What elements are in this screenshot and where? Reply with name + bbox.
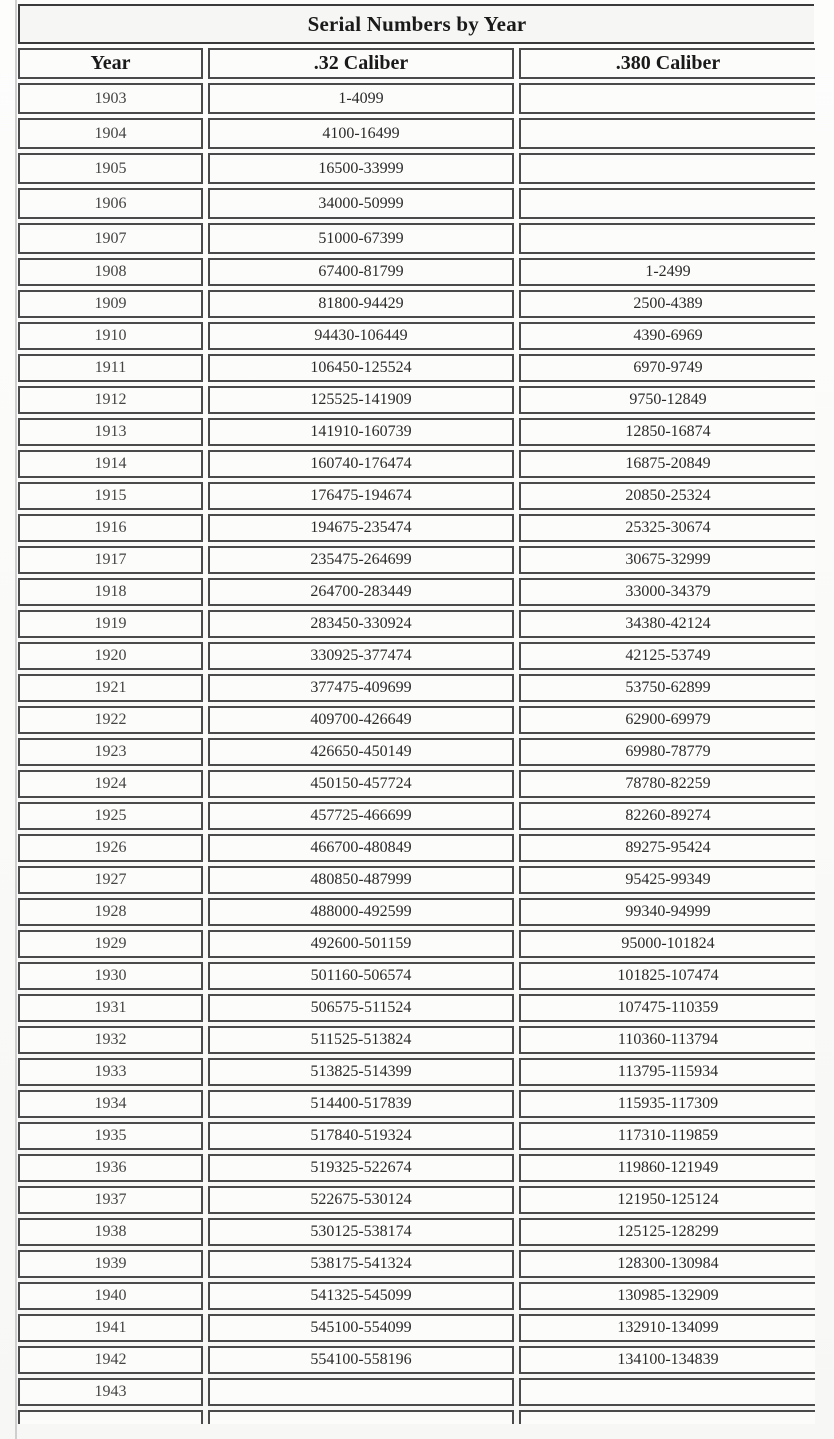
cell-380-caliber: 42125-53749: [519, 642, 815, 670]
tail-cell-32: [208, 1410, 514, 1424]
table-row: [18, 1122, 814, 1150]
cell-380-caliber: 130985-132909: [519, 1282, 815, 1310]
table-row: [18, 450, 814, 478]
cell-32-caliber: 51000-67399: [208, 223, 514, 254]
cell-32-caliber: 81800-94429: [208, 290, 514, 318]
table-row: [18, 610, 814, 638]
table-row: [18, 153, 814, 184]
tail-cell-year: [18, 1410, 203, 1424]
cell-year: 1924: [18, 770, 203, 798]
cell-380-caliber: 6970-9749: [519, 354, 815, 382]
cell-380-caliber: 132910-134099: [519, 1314, 815, 1342]
cell-32-caliber: 506575-511524: [208, 994, 514, 1022]
table-row: [18, 1314, 814, 1342]
cell-32-caliber: 514400-517839: [208, 1090, 514, 1118]
table-row: [18, 930, 814, 958]
table-row: [18, 674, 814, 702]
cell-32-caliber: 554100-558196: [208, 1346, 514, 1374]
table-header-row: [18, 48, 814, 79]
cell-year: 1905: [18, 153, 203, 184]
cell-32-caliber: 480850-487999: [208, 866, 514, 894]
table-row: [18, 1346, 814, 1374]
page-edge-line: [15, 0, 17, 1439]
cell-380-caliber: 101825-107474: [519, 962, 815, 990]
cell-380-caliber: 53750-62899: [519, 674, 815, 702]
cell-year: 1912: [18, 386, 203, 414]
table-row: [18, 258, 814, 286]
table-row: [18, 1186, 814, 1214]
cell-32-caliber: 522675-530124: [208, 1186, 514, 1214]
cell-32-caliber: 409700-426649: [208, 706, 514, 734]
cell-380-caliber: 95000-101824: [519, 930, 815, 958]
cell-year: 1908: [18, 258, 203, 286]
cell-32-caliber: 235475-264699: [208, 546, 514, 574]
table-row: [18, 1218, 814, 1246]
cell-year: 1928: [18, 898, 203, 926]
cell-380-caliber: 95425-99349: [519, 866, 815, 894]
cell-year: 1934: [18, 1090, 203, 1118]
cell-32-caliber: 264700-283449: [208, 578, 514, 606]
table-row: [18, 1154, 814, 1182]
table-title: Serial Numbers by Year: [18, 4, 814, 44]
cell-380-caliber: 2500-4389: [519, 290, 815, 318]
cell-32-caliber: [208, 1378, 514, 1406]
table-row: [18, 898, 814, 926]
cell-380-caliber: [519, 83, 815, 114]
cell-year: 1938: [18, 1218, 203, 1246]
cell-32-caliber: 377475-409699: [208, 674, 514, 702]
table-row: [18, 322, 814, 350]
cell-32-caliber: 519325-522674: [208, 1154, 514, 1182]
cell-32-caliber: 501160-506574: [208, 962, 514, 990]
cell-380-caliber: 82260-89274: [519, 802, 815, 830]
cell-year: 1927: [18, 866, 203, 894]
table-row: [18, 1282, 814, 1310]
table-row: [18, 1058, 814, 1086]
cell-380-caliber: 34380-42124: [519, 610, 815, 638]
table-tail-row: [18, 1410, 814, 1424]
table-row: [18, 994, 814, 1022]
cell-year: 1917: [18, 546, 203, 574]
cell-32-caliber: 457725-466699: [208, 802, 514, 830]
cell-32-caliber: 176475-194674: [208, 482, 514, 510]
cell-year: 1940: [18, 1282, 203, 1310]
cell-year: 1942: [18, 1346, 203, 1374]
cell-380-caliber: 119860-121949: [519, 1154, 815, 1182]
cell-year: 1933: [18, 1058, 203, 1086]
cell-32-caliber: 160740-176474: [208, 450, 514, 478]
cell-year: 1922: [18, 706, 203, 734]
cell-32-caliber: 34000-50999: [208, 188, 514, 219]
cell-32-caliber: 94430-106449: [208, 322, 514, 350]
cell-year: 1939: [18, 1250, 203, 1278]
cell-year: 1915: [18, 482, 203, 510]
cell-32-caliber: 450150-457724: [208, 770, 514, 798]
cell-32-caliber: 16500-33999: [208, 153, 514, 184]
table-row: [18, 188, 814, 219]
table-body: [18, 83, 814, 1406]
cell-year: 1943: [18, 1378, 203, 1406]
cell-year: 1931: [18, 994, 203, 1022]
cell-380-caliber: 99340-94999: [519, 898, 815, 926]
table-row: [18, 706, 814, 734]
cell-year: 1918: [18, 578, 203, 606]
table-row: [18, 738, 814, 766]
cell-32-caliber: 330925-377474: [208, 642, 514, 670]
cell-380-caliber: 107475-110359: [519, 994, 815, 1022]
cell-32-caliber: 488000-492599: [208, 898, 514, 926]
cell-380-caliber: 78780-82259: [519, 770, 815, 798]
cell-32-caliber: 283450-330924: [208, 610, 514, 638]
table-row: [18, 642, 814, 670]
cell-32-caliber: 67400-81799: [208, 258, 514, 286]
cell-380-caliber: 134100-134839: [519, 1346, 815, 1374]
cell-380-caliber: 12850-16874: [519, 418, 815, 446]
cell-380-caliber: 1-2499: [519, 258, 815, 286]
header-32-caliber: .32 Caliber: [208, 48, 514, 79]
cell-380-caliber: 113795-115934: [519, 1058, 815, 1086]
cell-380-caliber: 62900-69979: [519, 706, 815, 734]
table-row: [18, 482, 814, 510]
table-row: [18, 354, 814, 382]
cell-380-caliber: 128300-130984: [519, 1250, 815, 1278]
cell-year: 1921: [18, 674, 203, 702]
cell-380-caliber: 33000-34379: [519, 578, 815, 606]
table-row: [18, 866, 814, 894]
cell-32-caliber: 513825-514399: [208, 1058, 514, 1086]
cell-32-caliber: 194675-235474: [208, 514, 514, 542]
cell-32-caliber: 492600-501159: [208, 930, 514, 958]
table-row: [18, 834, 814, 862]
cell-380-caliber: [519, 188, 815, 219]
cell-32-caliber: 125525-141909: [208, 386, 514, 414]
table-row: [18, 83, 814, 114]
table-row: [18, 802, 814, 830]
cell-year: 1935: [18, 1122, 203, 1150]
table-row: [18, 770, 814, 798]
cell-32-caliber: 511525-513824: [208, 1026, 514, 1054]
cell-year: 1930: [18, 962, 203, 990]
cell-year: 1929: [18, 930, 203, 958]
cell-380-caliber: [519, 118, 815, 149]
cell-32-caliber: 545100-554099: [208, 1314, 514, 1342]
cell-380-caliber: 4390-6969: [519, 322, 815, 350]
cell-year: 1923: [18, 738, 203, 766]
cell-32-caliber: 141910-160739: [208, 418, 514, 446]
table-row: [18, 223, 814, 254]
cell-year: 1932: [18, 1026, 203, 1054]
cell-32-caliber: 541325-545099: [208, 1282, 514, 1310]
cell-year: 1916: [18, 514, 203, 542]
table-row: [18, 962, 814, 990]
cell-year: 1920: [18, 642, 203, 670]
cell-380-caliber: 117310-119859: [519, 1122, 815, 1150]
cell-year: 1911: [18, 354, 203, 382]
cell-380-caliber: 9750-12849: [519, 386, 815, 414]
cell-32-caliber: 538175-541324: [208, 1250, 514, 1278]
cell-32-caliber: 466700-480849: [208, 834, 514, 862]
table-row: [18, 514, 814, 542]
table-row: [18, 1026, 814, 1054]
table-row: [18, 418, 814, 446]
table-row: [18, 1090, 814, 1118]
table-row: [18, 1378, 814, 1406]
cell-year: 1926: [18, 834, 203, 862]
cell-32-caliber: 1-4099: [208, 83, 514, 114]
cell-year: 1909: [18, 290, 203, 318]
cell-32-caliber: 517840-519324: [208, 1122, 514, 1150]
cell-380-caliber: 125125-128299: [519, 1218, 815, 1246]
cell-380-caliber: [519, 1378, 815, 1406]
cell-year: 1914: [18, 450, 203, 478]
cell-380-caliber: 121950-125124: [519, 1186, 815, 1214]
cell-year: 1936: [18, 1154, 203, 1182]
cell-32-caliber: 4100-16499: [208, 118, 514, 149]
cell-380-caliber: 20850-25324: [519, 482, 815, 510]
tail-cell-380: [519, 1410, 815, 1424]
cell-year: 1919: [18, 610, 203, 638]
cell-32-caliber: 426650-450149: [208, 738, 514, 766]
table-row: [18, 386, 814, 414]
cell-380-caliber: 16875-20849: [519, 450, 815, 478]
cell-32-caliber: 106450-125524: [208, 354, 514, 382]
cell-year: 1907: [18, 223, 203, 254]
table-row: [18, 546, 814, 574]
cell-380-caliber: 89275-95424: [519, 834, 815, 862]
cell-380-caliber: [519, 153, 815, 184]
table-row: [18, 578, 814, 606]
cell-year: 1913: [18, 418, 203, 446]
cell-year: 1903: [18, 83, 203, 114]
cell-380-caliber: 25325-30674: [519, 514, 815, 542]
cell-year: 1910: [18, 322, 203, 350]
table-row: [18, 118, 814, 149]
cell-380-caliber: [519, 223, 815, 254]
cell-380-caliber: 110360-113794: [519, 1026, 815, 1054]
cell-year: 1906: [18, 188, 203, 219]
cell-year: 1937: [18, 1186, 203, 1214]
cell-380-caliber: 69980-78779: [519, 738, 815, 766]
cell-32-caliber: 530125-538174: [208, 1218, 514, 1246]
table-row: [18, 290, 814, 318]
cell-year: 1941: [18, 1314, 203, 1342]
header-year: Year: [18, 48, 203, 79]
cell-380-caliber: 115935-117309: [519, 1090, 815, 1118]
table-row: [18, 1250, 814, 1278]
serial-numbers-table: [18, 4, 814, 1424]
cell-380-caliber: 30675-32999: [519, 546, 815, 574]
cell-year: 1925: [18, 802, 203, 830]
cell-year: 1904: [18, 118, 203, 149]
header-380-caliber: .380 Caliber: [519, 48, 815, 79]
